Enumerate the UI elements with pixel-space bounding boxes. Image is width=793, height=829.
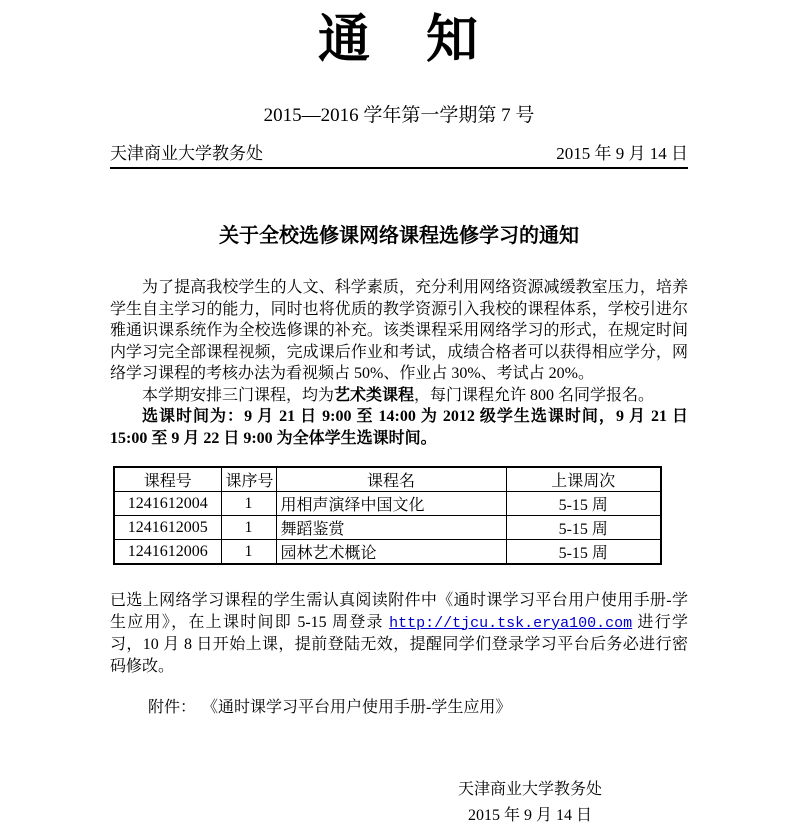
cell-weeks: 5-15 周: [506, 540, 661, 565]
course-arrangement-text-pre: 本学期安排三门课程，均为: [142, 386, 335, 404]
issue-date: 2015 年 9 月 14 日: [556, 144, 688, 163]
attachment-label: 附件：: [148, 699, 197, 716]
cell-course-name: 舞蹈鉴赏: [276, 516, 506, 540]
course-table: [113, 466, 662, 565]
cell-course-id: 1241612006: [114, 540, 221, 565]
attachment-line: [110, 694, 688, 717]
cell-weeks: 5-15 周: [506, 492, 661, 516]
signature-date: 2015 年 9 月 14 日: [467, 807, 592, 824]
study-instructions-post: 进行学习，10 月 8 日开始上课，提前登陆无效，提醒同学们登录学习平台后务必进行密码修改。: [110, 613, 688, 675]
column-header-course-name: 课程名: [276, 467, 506, 492]
paragraph-selection-time: 选课时间为：9 月 21 日 9:00 至 14:00 为 2012 级学生选课时间，9 月 21 日 15:00 至 9 月 22 日 9:00 为全体学生选课时间。: [110, 408, 688, 447]
cell-course-seq: 1: [221, 492, 276, 516]
column-header-course-seq: 课序号: [221, 467, 276, 492]
signature-org: 天津商业大学教务处: [457, 781, 602, 798]
course-arrangement-text-post: ，每门课程允许 800 名同学报名。: [414, 386, 655, 404]
issue-number-line: 2015—2016 学年第一学期第 7 号: [263, 105, 535, 126]
cell-course-id: 1241612004: [114, 492, 221, 516]
header-rule: [110, 167, 688, 169]
cell-course-seq: 1: [221, 516, 276, 540]
issuer-row: [110, 139, 688, 167]
paragraph-course-arrangement: [110, 385, 688, 407]
document-heading: 关于全校选修课网络课程选修学习的通知: [219, 225, 579, 247]
paragraph-intro: 为了提高我校学生的人文、科学素质，充分利用网络资源减缓教室压力，培养学生自主学习的能力，同时也将优质的教学资源引入我校的课程体系，学校引进尔雅通识课系统作为全校选修课的补充。该类课程采用网络学习的形式，在规定时间内学习完全部课程视频，完成课后作业和考试，成绩合格者可以获得相应学分，网络学习课程的考核办法为看视频占 50%、作业占 30%、考试占 20%。: [110, 279, 688, 382]
cell-weeks: 5-15 周: [506, 516, 661, 540]
notice-title: 通 知: [317, 12, 480, 69]
table-header-row: [114, 467, 661, 492]
signature-block: [375, 777, 685, 829]
paragraph-study-instructions: [110, 590, 688, 677]
platform-link[interactable]: http://tjcu.tsk.erya100.com: [389, 614, 633, 632]
study-instructions-pre: 已选上网络学习课程的学生需认真阅读附件中《通时课学习平台用户使用手册-学生应用》，在上课时间即 5-15 周登录: [110, 592, 688, 631]
issuer-name: 天津商业大学教务处: [110, 144, 263, 163]
table-row: [114, 492, 661, 516]
course-type-emphasis: 艺术类课程: [334, 386, 415, 404]
column-header-course-id: 课程号: [114, 467, 221, 492]
cell-course-name: 园林艺术概论: [276, 540, 506, 565]
table-row: [114, 540, 661, 565]
table-row: [114, 516, 661, 540]
cell-course-id: 1241612005: [114, 516, 221, 540]
column-header-weeks: 上课周次: [506, 467, 661, 492]
attachment-title: 《通时课学习平台用户使用手册-学生应用》: [210, 699, 512, 716]
cell-course-name: 用相声演绎中国文化: [276, 492, 506, 516]
cell-course-seq: 1: [221, 540, 276, 565]
